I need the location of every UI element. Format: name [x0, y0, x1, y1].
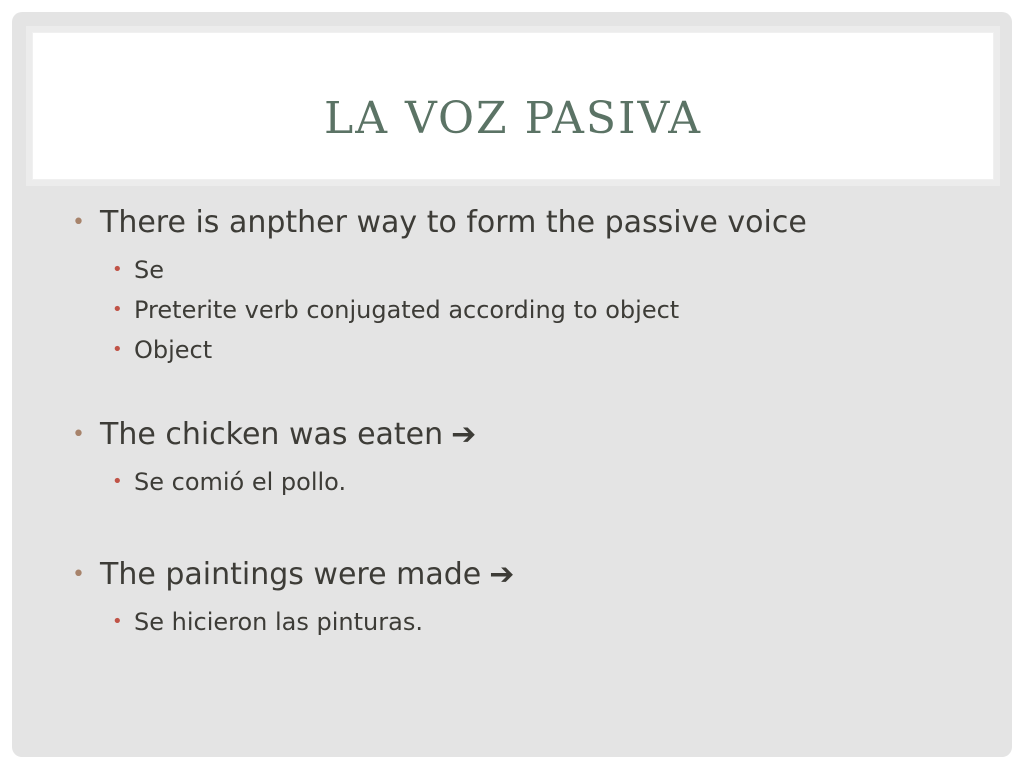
bullet-icon: • — [72, 210, 85, 235]
bullet-text: The chicken was eaten — [100, 417, 444, 452]
sub-bullet-text: Se comió el pollo. — [134, 468, 347, 496]
bullet-icon: • — [72, 562, 85, 587]
bullet-icon: • — [112, 299, 123, 320]
sub-bullet-text: Preterite verb conjugated according to object — [134, 296, 680, 324]
slide-title: LA VOZ PASIVA — [323, 93, 703, 144]
sub-bullet-item — [112, 608, 423, 636]
bullet-icon: • — [72, 422, 85, 447]
sub-bullet-text: Se hicieron las pinturas. — [134, 608, 423, 636]
bullet-text: There is anpther way to form the passive voice — [100, 205, 807, 240]
slide-content — [12, 12, 1012, 757]
bullet-item — [72, 417, 477, 452]
bullet-text: The paintings were made — [100, 557, 482, 592]
sub-bullet-item — [112, 296, 680, 324]
sub-bullet-item — [112, 256, 164, 284]
bullet-item — [72, 557, 515, 592]
arrow-right-icon: ➔ — [489, 557, 515, 592]
bullet-icon: • — [112, 611, 123, 632]
bullet-icon: • — [112, 339, 123, 360]
sub-bullet-item — [112, 336, 213, 364]
sub-bullet-item — [112, 468, 347, 496]
slide — [12, 12, 1012, 757]
sub-bullet-text: Se — [134, 256, 164, 284]
bullet-icon: • — [112, 471, 123, 492]
arrow-right-icon: ➔ — [451, 417, 477, 452]
bullet-icon: • — [112, 259, 123, 280]
bullet-item — [72, 205, 807, 240]
sub-bullet-text: Object — [134, 336, 213, 364]
